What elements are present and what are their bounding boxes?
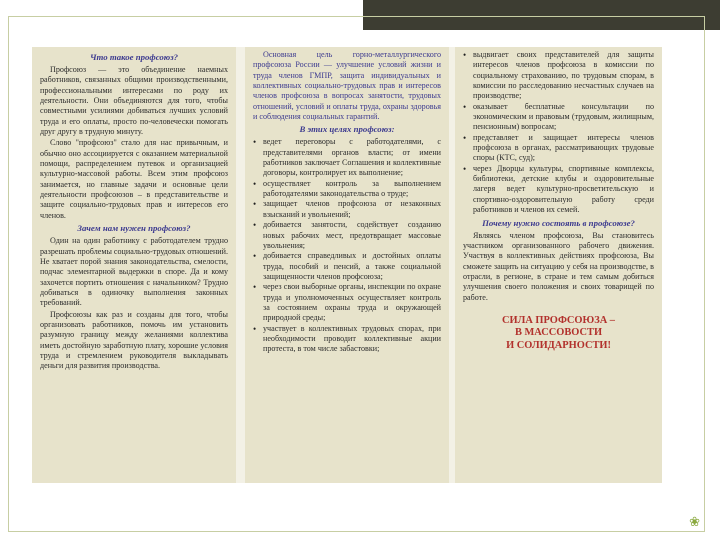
slogan xyxy=(463,315,654,353)
list-item: • защищает членов профсоюза от незаконных взысканий и увольнений; xyxy=(253,199,441,220)
list-item: • через Дворцы культуры, спортивные комплексы, библиотеки, детские клубы и оздоровительные лагеря ведет культурно-просветительскую и спортивно-оздоровительную работу среди работников и членов их семей. xyxy=(463,164,654,216)
paragraph: Профсоюзы как раз и созданы для того, чтобы организовать работников, помочь им установить разумную границу между желаниями коллектива иметь достойную заработную плату, хорошие условия труда и стремлением руководителя выкладывать деньги для развития производства. xyxy=(40,309,228,371)
section-heading: Зачем нам нужен профсоюз? xyxy=(77,223,191,234)
list-item: • ведет переговоры с работодателями, с представителями органов власти; от имени работников заключает Соглашения и коллективные договоры, контролирует их выполнение; xyxy=(253,137,441,178)
list-item: • осуществляет контроль за выполнением работодателями законодательства о труде; xyxy=(253,179,441,200)
paragraph: Профсоюз — это объединение наемных работников, связанных общими производственными, профессиональными интересами по роду их деятельности. Они объединяются для того, чтобы совместными усилиями добиваться лучших условий труда и его оплаты, просто по-человечески помогать друг другу в трудную минуту. xyxy=(40,65,228,137)
slogan-line: СИЛА ПРОФСОЮЗА – xyxy=(502,314,615,326)
section-heading: Почему нужно состоять в профсоюзе? xyxy=(482,217,635,228)
list-item: • добивается справедливых и достойных оплаты труда, пособий и пенсий, а также социальной защищенности членов профсоюза; xyxy=(253,251,441,282)
paragraph: Один на один работнику с работодателем трудно разрешать проблемы социально-трудовых отношений. Не хватает порой знания законодательства, смелости, подчас элементарной выдержки в споре. Да и кому захочется портить отношения с начальником? Трудно добиваться в одиночку выполнения законных требований. xyxy=(40,236,228,308)
list-item: • участвует в коллективных трудовых спорах, при необходимости проводит коллективные акции протеста, в том числе забастовки; xyxy=(253,324,441,355)
list-item: • через свои выборные органы, инспекции по охране труда и уполномоченных осуществляет контроль за состоянием охраны труда и окружающей природной среды; xyxy=(253,282,441,323)
section-heading: Что такое профсоюз? xyxy=(89,52,179,62)
leaflet-column-3 xyxy=(455,47,662,483)
slogan-line: В МАССОВОСТИ xyxy=(514,327,603,339)
section-heading: В этих целях профсоюз: xyxy=(299,124,395,135)
intro-paragraph: Основная цель горно-металлургического профсоюза России — улучшение условий жизни и труда членов ГМПР, защита индивидуальных и коллективных социально-трудовых прав и интересов членов профсоюза в вопросах занятости, трудовых отношений, условий и оплаты труда, охраны здоровья и соблюдения социальных гарантий. xyxy=(253,50,441,122)
list-item: • добивается занятости, содействует созданию новых рабочих мест, предотвращает массовые увольнения; xyxy=(253,220,441,251)
slogan-line: И СОЛИДАРНОСТИ! xyxy=(506,339,611,351)
list-item: • выдвигает своих представителей для защиты интересов членов профсоюза в комиссии по социальному страхованию, по трудовым спорам, в комиссии по расследованию несчастных случаев на производстве; xyxy=(463,50,654,102)
fold-gap xyxy=(236,47,245,483)
leaflet-column-2 xyxy=(245,47,449,483)
bullet-list xyxy=(253,137,441,354)
paragraph: Слово "профсоюз" стало для нас привычным, и обычно оно ассоциируется с оказанием материальной помощи, распределением путевок и организацией культурно-массовой работы. Всем этим профсоюз занимается, но главные задачи и основные цели деятельности профсоюзов – в представительстве и защите социально-трудовых прав и интересов его членов. xyxy=(40,138,228,220)
leaflet-column-1 xyxy=(32,47,236,483)
paragraph: Являясь членом профсоюза, Вы становитесь участником организованного рабочего движения. Участвуя в коллективных действиях профсоюза, Вы сможете защить на ситуацию у себя на производстве, в отрасли, в регионе, в стране и тем самым добиться улучшения своего положения и своих товарищей по работе. xyxy=(463,230,654,302)
bullet-list xyxy=(463,50,654,216)
leaflet-scan xyxy=(32,47,662,483)
list-item: • представляет и защищает интересы членов профсоюза в органах, рассматривающих трудовые споры (КТС, суд); xyxy=(463,133,654,164)
leaf-bullet-icon: ❀ xyxy=(689,514,700,529)
list-item: • оказывает бесплатные консультации по экономическим и правовым (трудовым, жилищным, пенсионным) вопросам; xyxy=(463,102,654,133)
